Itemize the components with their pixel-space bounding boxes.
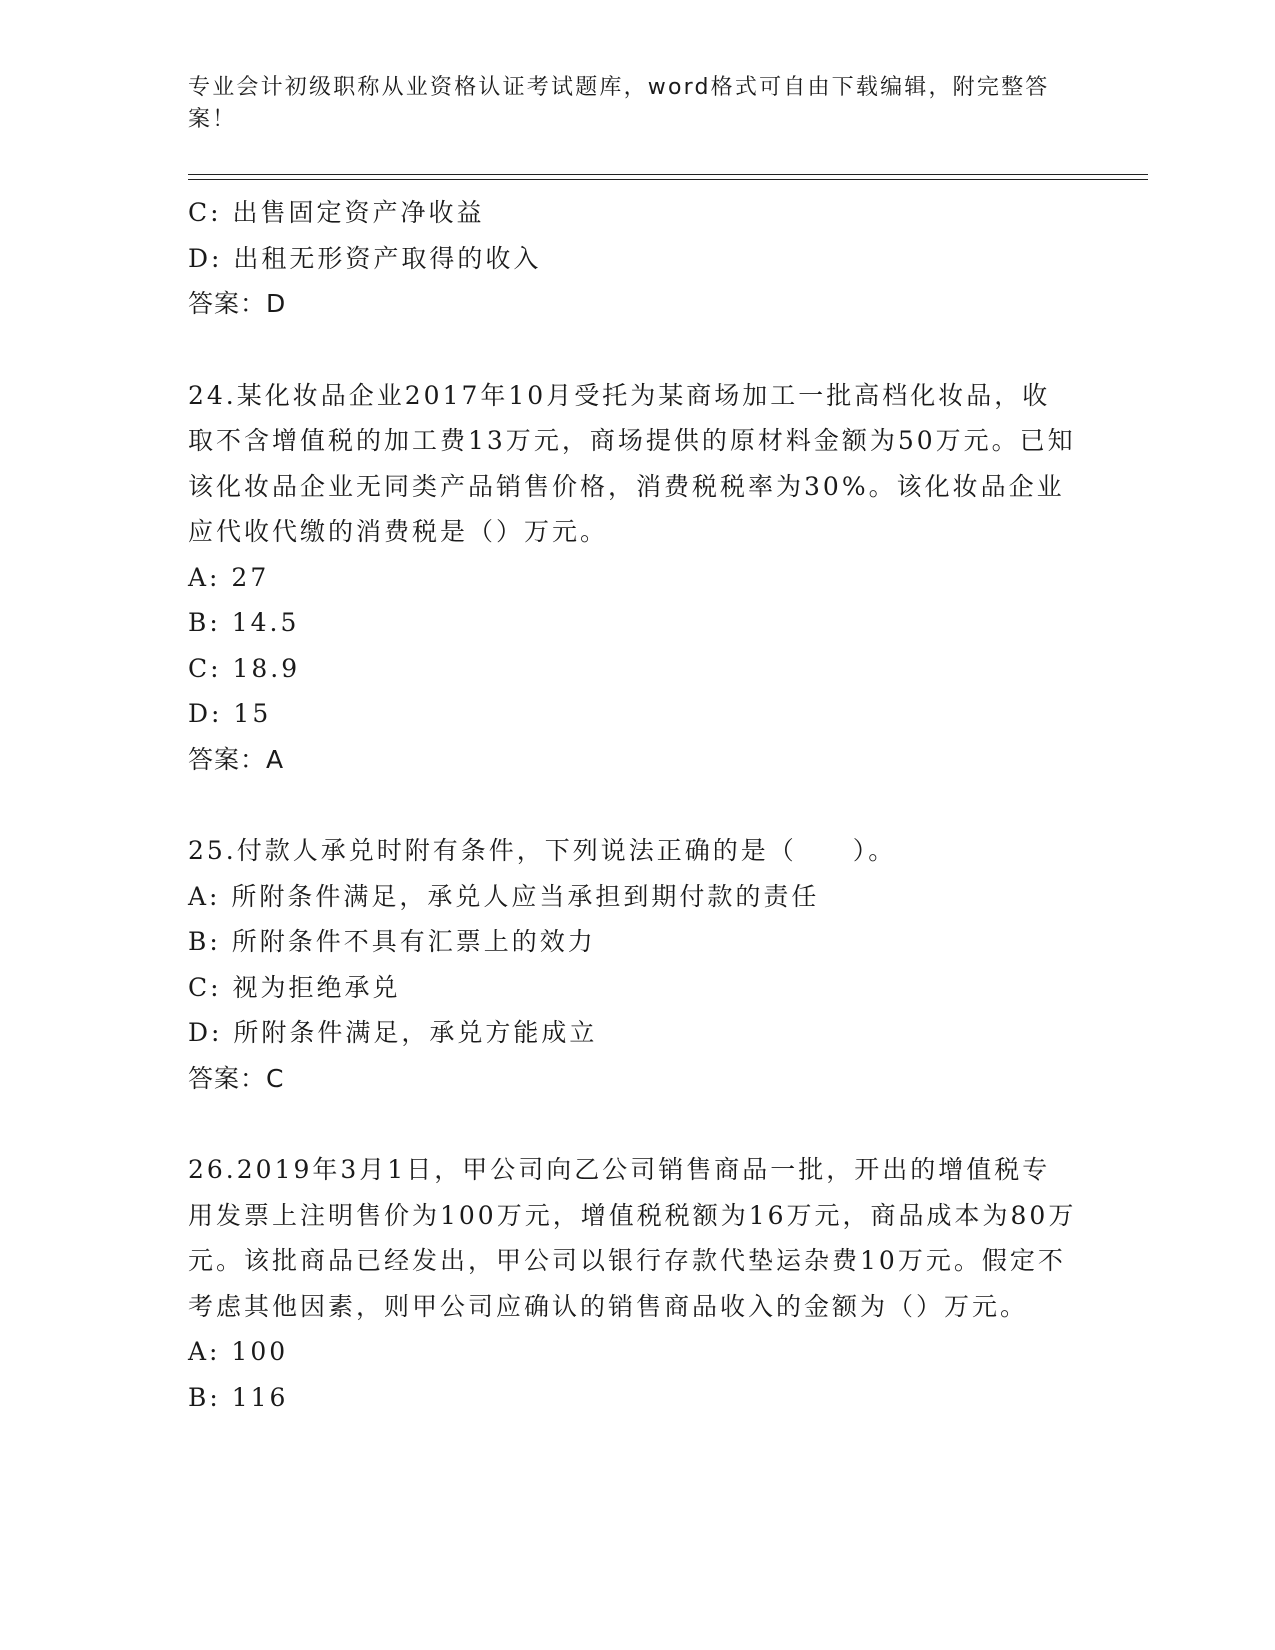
option-a: A: 100 (188, 1337, 289, 1366)
question-text: 25.付款人承兑时附有条件，下列说法正确的是（ ）。 (188, 836, 897, 865)
option-d: D: 所附条件满足，承兑方能成立 (188, 1018, 598, 1047)
question-25 (188, 828, 1088, 1101)
spacer (188, 782, 1088, 828)
option-a: A: 27 (188, 562, 270, 592)
document-header: 专业会计初级职称从业资格认证考试题库，word格式可自由下载编辑，附完整答案！ (188, 75, 1050, 132)
question-24 (188, 373, 1088, 783)
header-divider-top (188, 174, 1148, 175)
question-text: 24.某化妆品企业2017年10月受托为某商场加工一批高档化妆品，收取不含增值税的加工费13万元，商场提供的原材料金额为50万元。已知该化妆品企业无同类产品销售价格，消费税税率为30%。该化妆品企业应代收代缴的消费税是（）万元。 (188, 380, 1076, 546)
answer-line: 答案：C (188, 1063, 285, 1093)
question-content (188, 190, 1088, 1420)
option-a: A: 所附条件满足，承兑人应当承担到期付款的责任 (188, 881, 820, 911)
question-text: 26.2019年3月1日，甲公司向乙公司销售商品一批，开出的增值税专用发票上注明售价为100万元，增值税税额为16万元，商品成本为80万元。该批商品已经发出，甲公司以银行存款代垫运杂费10万元。假定不考虑其他因素，则甲公司应确认的销售商品收入的金额为（）万元。 (188, 1155, 1077, 1321)
previous-question (188, 190, 1088, 327)
option-c: C: 18.9 (188, 653, 301, 683)
spacer (188, 1101, 1088, 1147)
option-b: B: 所附条件不具有汇票上的效力 (188, 927, 596, 956)
option-b: B: 116 (188, 1382, 289, 1412)
option-d: D: 出租无形资产取得的收入 (188, 243, 542, 273)
option-c: C: 视为拒绝承兑 (188, 972, 401, 1002)
spacer (188, 327, 1088, 373)
question-26 (188, 1147, 1088, 1420)
option-d: D: 15 (188, 699, 272, 728)
option-b: B: 14.5 (188, 608, 300, 637)
answer-line: 答案：A (188, 744, 285, 774)
option-c: C: 出售固定资产净收益 (188, 198, 485, 227)
header-divider-bottom (188, 179, 1148, 180)
answer-line: 答案：D (188, 289, 287, 318)
